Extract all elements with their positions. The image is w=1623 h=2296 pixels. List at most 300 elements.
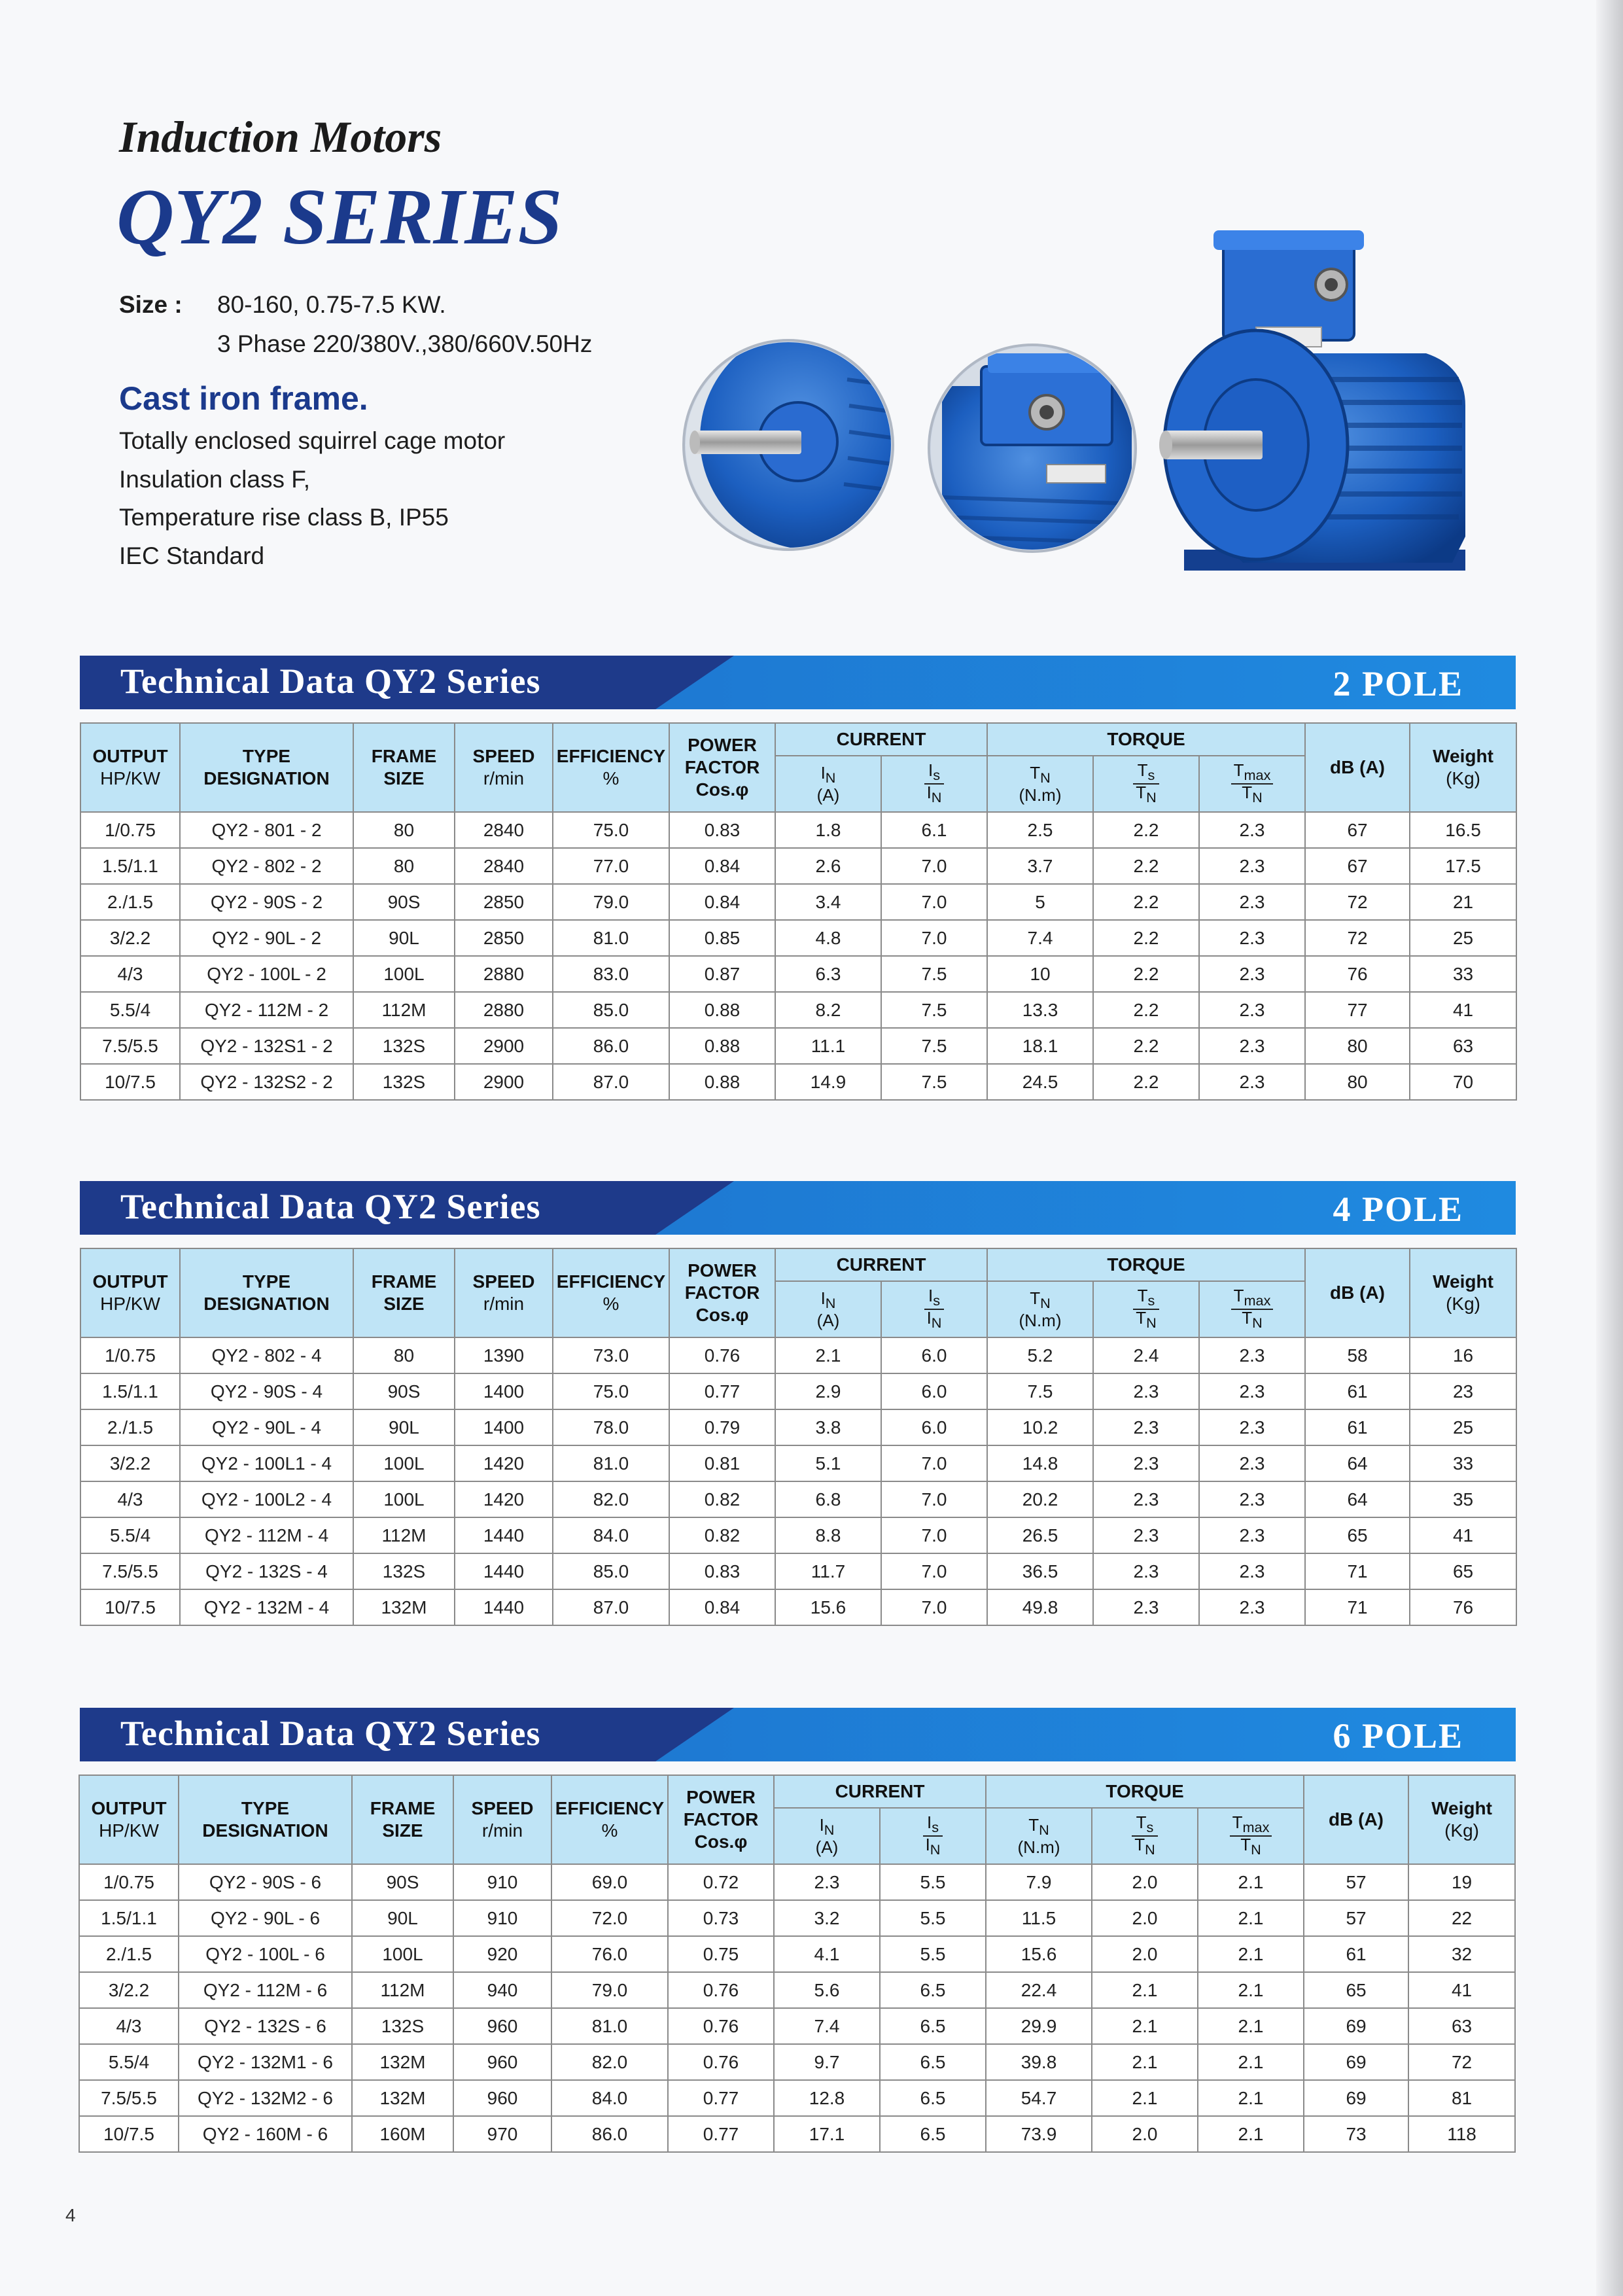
col-tn: $T_N$ (N.m) xyxy=(986,1808,1092,1864)
table-row xyxy=(80,1064,1516,1100)
table-cell: 77.0 xyxy=(553,848,669,884)
table-cell: 10/7.5 xyxy=(80,1064,180,1100)
table-cell: 0.73 xyxy=(668,1900,774,1936)
table-cell: 960 xyxy=(453,2080,551,2116)
table-cell: 2.3 xyxy=(1199,1064,1305,1100)
table-cell: 132S xyxy=(353,1064,455,1100)
table-cell: 4/3 xyxy=(80,1481,180,1517)
table-cell: 5.1 xyxy=(775,1445,881,1481)
table-cell: 132S xyxy=(353,1028,455,1064)
motor-photos xyxy=(680,222,1524,576)
table-cell: 2.1 xyxy=(1198,2044,1304,2080)
table-cell: 80 xyxy=(353,1337,455,1373)
table-cell: 0.88 xyxy=(669,992,775,1028)
table-row xyxy=(80,1517,1516,1553)
col-efficiency: EFFICIENCY % xyxy=(553,723,669,812)
table-cell: 2880 xyxy=(455,992,553,1028)
table-cell: 2./1.5 xyxy=(79,1936,179,1972)
tech-banner-2-pole xyxy=(80,656,1516,709)
pole-label: 4 POLE xyxy=(1333,1190,1463,1229)
col-speed: SPEED r/min xyxy=(455,1248,553,1337)
table-cell: 10/7.5 xyxy=(80,1589,180,1625)
table-cell: 72 xyxy=(1305,920,1410,956)
table-cell: 2.3 xyxy=(1199,848,1305,884)
table-cell: 1/0.75 xyxy=(79,1864,179,1900)
table-cell: 1/0.75 xyxy=(80,812,180,848)
table-cell: 76 xyxy=(1305,956,1410,992)
table-cell: 0.88 xyxy=(669,1064,775,1100)
table-cell: 2.0 xyxy=(1092,1936,1198,1972)
table-cell: 3/2.2 xyxy=(79,1972,179,2008)
table-cell: 17.5 xyxy=(1410,848,1516,884)
table-cell: 2.1 xyxy=(1198,1900,1304,1936)
table-cell: 11.1 xyxy=(775,1028,881,1064)
table-cell: 0.76 xyxy=(668,1972,774,2008)
col-efficiency: EFFICIENCY % xyxy=(553,1248,669,1337)
table-cell: 7.5/5.5 xyxy=(80,1553,180,1589)
table-cell: 0.76 xyxy=(668,2044,774,2080)
table-cell: 39.8 xyxy=(986,2044,1092,2080)
table-cell: 2.3 xyxy=(1093,1553,1199,1589)
table-cell: 16.5 xyxy=(1410,812,1516,848)
table-cell: 75.0 xyxy=(553,1373,669,1409)
table-cell: 940 xyxy=(453,1972,551,2008)
table-cell: 0.83 xyxy=(669,812,775,848)
table-cell: 71 xyxy=(1305,1553,1410,1589)
table-cell: 57 xyxy=(1304,1864,1408,1900)
table-cell: 8.2 xyxy=(775,992,881,1028)
table-cell: 0.79 xyxy=(669,1409,775,1445)
table-cell: 1420 xyxy=(455,1445,553,1481)
cast-iron-heading: Cast iron frame. xyxy=(119,380,368,417)
table-cell: 920 xyxy=(453,1936,551,1972)
table-cell: 2.3 xyxy=(1199,1517,1305,1553)
table-cell: 85.0 xyxy=(553,992,669,1028)
table-cell: 22 xyxy=(1408,1900,1515,1936)
table-cell: 6.5 xyxy=(880,2080,986,2116)
table-cell: 72.0 xyxy=(551,1900,668,1936)
table-cell: 0.77 xyxy=(668,2080,774,2116)
table-cell: 81.0 xyxy=(553,1445,669,1481)
table-cell: 100L xyxy=(353,1481,455,1517)
page-edge-shadow xyxy=(1596,0,1623,2296)
col-weight: Weight (Kg) xyxy=(1408,1775,1515,1864)
col-in: $I_N$ (A) xyxy=(775,1281,881,1337)
table-row xyxy=(80,1337,1516,1373)
table-cell: 90S xyxy=(352,1864,453,1900)
table-cell: 970 xyxy=(453,2116,551,2152)
col-current: CURRENT xyxy=(774,1775,986,1808)
page-number: 4 xyxy=(65,2205,76,2225)
table-cell: 86.0 xyxy=(551,2116,668,2152)
table-cell: 36.5 xyxy=(987,1553,1093,1589)
table-cell: QY2 - 100L - 2 xyxy=(180,956,353,992)
table-cell: 2.3 xyxy=(1199,1481,1305,1517)
col-type: TYPE DESIGNATION xyxy=(180,723,353,812)
table-row xyxy=(80,1445,1516,1481)
table-cell: 2.2 xyxy=(1093,884,1199,920)
table-cell: 10/7.5 xyxy=(79,2116,179,2152)
table-cell: 3.8 xyxy=(775,1409,881,1445)
table-row xyxy=(79,2008,1515,2044)
spec-table-2-pole xyxy=(80,722,1517,1101)
table-cell: 3.2 xyxy=(774,1900,880,1936)
table-cell: 3.4 xyxy=(775,884,881,920)
table-cell: 2.5 xyxy=(987,812,1093,848)
col-ts-tn: $\frac{T_s}{T_N}$ xyxy=(1092,1808,1198,1864)
table-cell: 2.1 xyxy=(775,1337,881,1373)
table-cell: 67 xyxy=(1305,812,1410,848)
col-frame: FRAME SIZE xyxy=(353,1248,455,1337)
col-speed: SPEED r/min xyxy=(455,723,553,812)
table-cell: 6.0 xyxy=(881,1337,987,1373)
col-tmax-tn: $\frac{T_{max}}{T_N}$ xyxy=(1199,1281,1305,1337)
table-cell: 2.3 xyxy=(1199,956,1305,992)
table-cell: 7.5 xyxy=(881,1028,987,1064)
table-cell: 2.1 xyxy=(1092,2008,1198,2044)
table-cell: 7.0 xyxy=(881,1517,987,1553)
table-cell: QY2 - 90L - 6 xyxy=(179,1900,352,1936)
table-cell: 61 xyxy=(1305,1373,1410,1409)
col-tn: $T_N$ (N.m) xyxy=(987,756,1093,812)
table-cell: 910 xyxy=(453,1900,551,1936)
table-cell: 2.0 xyxy=(1092,2116,1198,2152)
table-cell: 14.9 xyxy=(775,1064,881,1100)
table-cell: QY2 - 100L2 - 4 xyxy=(180,1481,353,1517)
table-cell: 132S xyxy=(353,1553,455,1589)
table-cell: 7.5 xyxy=(881,1064,987,1100)
table-cell: 960 xyxy=(453,2044,551,2080)
table-cell: 4/3 xyxy=(79,2008,179,2044)
col-tmax-tn: $\frac{T_{max}}{T_N}$ xyxy=(1198,1808,1304,1864)
table-cell: 3/2.2 xyxy=(80,920,180,956)
table-cell: 2.2 xyxy=(1093,1064,1199,1100)
banner-title: Technical Data QY2 Series xyxy=(120,1187,541,1226)
table-cell: 86.0 xyxy=(553,1028,669,1064)
table-cell: QY2 - 132M - 4 xyxy=(180,1589,353,1625)
feature-item: Insulation class F, xyxy=(119,465,311,493)
table-cell: 2.3 xyxy=(1093,1409,1199,1445)
table-cell: 79.0 xyxy=(551,1972,668,2008)
table-cell: 2.3 xyxy=(1199,992,1305,1028)
table-cell: 6.8 xyxy=(775,1481,881,1517)
table-cell: 2850 xyxy=(455,884,553,920)
table-cell: 83.0 xyxy=(553,956,669,992)
col-tn: $T_N$ (N.m) xyxy=(987,1281,1093,1337)
table-cell: 90S xyxy=(353,884,455,920)
table-cell: 23 xyxy=(1410,1373,1516,1409)
table-cell: 81.0 xyxy=(551,2008,668,2044)
col-output: OUTPUT HP/KW xyxy=(80,1248,180,1337)
table-row xyxy=(80,1589,1516,1625)
table-cell: 7.5/5.5 xyxy=(79,2080,179,2116)
table-cell: 2.0 xyxy=(1092,1900,1198,1936)
table-cell: 2.2 xyxy=(1093,1028,1199,1064)
table-cell: 2.1 xyxy=(1198,1936,1304,1972)
table-cell: 7.0 xyxy=(881,884,987,920)
table-cell: 7.5 xyxy=(987,1373,1093,1409)
table-cell: 2.3 xyxy=(1199,884,1305,920)
pole-label: 6 POLE xyxy=(1333,1716,1463,1756)
table-cell: 87.0 xyxy=(553,1064,669,1100)
col-is-in: $\frac{I_s}{I_N}$ xyxy=(881,1281,987,1337)
table-cell: QY2 - 132S - 4 xyxy=(180,1553,353,1589)
table-cell: QY2 - 132M1 - 6 xyxy=(179,2044,352,2080)
table-row xyxy=(80,848,1516,884)
table-cell: 70 xyxy=(1410,1064,1516,1100)
table-cell: 2.3 xyxy=(1199,1553,1305,1589)
table-body xyxy=(80,812,1516,1100)
table-cell: 73.9 xyxy=(986,2116,1092,2152)
table-cell: 0.83 xyxy=(669,1553,775,1589)
size-value: 80-160, 0.75-7.5 KW. xyxy=(217,291,446,318)
table-cell: 7.4 xyxy=(987,920,1093,956)
table-cell: 7.5 xyxy=(881,992,987,1028)
table-cell: 79.0 xyxy=(553,884,669,920)
col-db: dB (A) xyxy=(1305,723,1410,812)
page-title: QY2 SERIES xyxy=(116,173,563,261)
table-cell: 8.8 xyxy=(775,1517,881,1553)
table-cell: 6.1 xyxy=(881,812,987,848)
table-cell: 1.5/1.1 xyxy=(80,848,180,884)
table-cell: 69 xyxy=(1304,2008,1408,2044)
table-cell: 3.7 xyxy=(987,848,1093,884)
table-cell: 41 xyxy=(1410,1517,1516,1553)
table-cell: 20.2 xyxy=(987,1481,1093,1517)
table-cell: 5.5/4 xyxy=(79,2044,179,2080)
table-cell: 25 xyxy=(1410,1409,1516,1445)
table-cell: 80 xyxy=(353,848,455,884)
table-cell: 1.8 xyxy=(775,812,881,848)
table-cell: 6.3 xyxy=(775,956,881,992)
table-cell: 81 xyxy=(1408,2080,1515,2116)
table-cell: 25 xyxy=(1410,920,1516,956)
col-torque: TORQUE xyxy=(987,723,1305,756)
col-weight: Weight (Kg) xyxy=(1410,1248,1516,1337)
table-cell: 2./1.5 xyxy=(80,884,180,920)
table-cell: 82.0 xyxy=(551,2044,668,2080)
table-row xyxy=(79,2116,1515,2152)
table-cell: 35 xyxy=(1410,1481,1516,1517)
col-is-in: $\frac{I_s}{I_N}$ xyxy=(880,1808,986,1864)
table-cell: 0.88 xyxy=(669,1028,775,1064)
table-cell: 63 xyxy=(1410,1028,1516,1064)
col-is-in: $\frac{I_s}{I_N}$ xyxy=(881,756,987,812)
table-row xyxy=(80,920,1516,956)
table-cell: 1440 xyxy=(455,1589,553,1625)
table-cell: 960 xyxy=(453,2008,551,2044)
table-cell: 1400 xyxy=(455,1373,553,1409)
table-cell: 90S xyxy=(353,1373,455,1409)
table-cell: 1.5/1.1 xyxy=(79,1900,179,1936)
table-cell: 6.5 xyxy=(880,1972,986,2008)
table-cell: 2.3 xyxy=(774,1864,880,1900)
table-cell: 5.5/4 xyxy=(80,1517,180,1553)
col-type: TYPE DESIGNATION xyxy=(179,1775,352,1864)
table-cell: QY2 - 100L1 - 4 xyxy=(180,1445,353,1481)
table-cell: QY2 - 90S - 6 xyxy=(179,1864,352,1900)
table-cell: 6.0 xyxy=(881,1373,987,1409)
table-cell: 80 xyxy=(353,812,455,848)
table-cell: 10 xyxy=(987,956,1093,992)
table-cell: 2900 xyxy=(455,1028,553,1064)
table-cell: 7.0 xyxy=(881,1589,987,1625)
table-row xyxy=(79,1900,1515,1936)
table-cell: 73 xyxy=(1304,2116,1408,2152)
table-cell: 15.6 xyxy=(775,1589,881,1625)
table-cell: 61 xyxy=(1305,1409,1410,1445)
table-cell: 84.0 xyxy=(551,2080,668,2116)
table-row xyxy=(79,1972,1515,2008)
table-cell: 7.4 xyxy=(774,2008,880,2044)
table-cell: 112M xyxy=(353,992,455,1028)
table-cell: 2.9 xyxy=(775,1373,881,1409)
table-cell: 1.5/1.1 xyxy=(80,1373,180,1409)
table-row xyxy=(79,1936,1515,1972)
table-cell: 7.0 xyxy=(881,920,987,956)
table-cell: 2.2 xyxy=(1093,812,1199,848)
table-cell: 72 xyxy=(1305,884,1410,920)
table-row xyxy=(80,884,1516,920)
table-cell: 2.3 xyxy=(1199,1028,1305,1064)
table-cell: 0.84 xyxy=(669,884,775,920)
table-cell: QY2 - 132M2 - 6 xyxy=(179,2080,352,2116)
table-cell: 4/3 xyxy=(80,956,180,992)
table-cell: 21 xyxy=(1410,884,1516,920)
table-cell: 2.1 xyxy=(1092,2080,1198,2116)
table-row xyxy=(80,1481,1516,1517)
table-cell: 90L xyxy=(352,1900,453,1936)
table-cell: 80 xyxy=(1305,1028,1410,1064)
tech-banner-4-pole xyxy=(80,1181,1516,1235)
table-row xyxy=(80,1373,1516,1409)
table-cell: 2880 xyxy=(455,956,553,992)
col-current: CURRENT xyxy=(775,723,987,756)
table-cell: 69.0 xyxy=(551,1864,668,1900)
table-cell: 2.3 xyxy=(1093,1589,1199,1625)
table-cell: 15.6 xyxy=(986,1936,1092,1972)
table-cell: QY2 - 100L - 6 xyxy=(179,1936,352,1972)
table-cell: 2900 xyxy=(455,1064,553,1100)
table-cell: QY2 - 112M - 2 xyxy=(180,992,353,1028)
table-cell: 87.0 xyxy=(553,1589,669,1625)
table-cell: 0.76 xyxy=(669,1337,775,1373)
table-cell: 65 xyxy=(1304,1972,1408,2008)
table-cell: 18.1 xyxy=(987,1028,1093,1064)
table-cell: QY2 - 112M - 6 xyxy=(179,1972,352,2008)
table-cell: 76 xyxy=(1410,1589,1516,1625)
table-cell: 75.0 xyxy=(553,812,669,848)
table-cell: 2.3 xyxy=(1093,1481,1199,1517)
table-cell: 7.5 xyxy=(881,956,987,992)
col-frame: FRAME SIZE xyxy=(353,723,455,812)
table-cell: 73.0 xyxy=(553,1337,669,1373)
table-cell: 1390 xyxy=(455,1337,553,1373)
col-efficiency: EFFICIENCY % xyxy=(551,1775,668,1864)
table-cell: 64 xyxy=(1305,1481,1410,1517)
col-power-factor: POWER FACTOR Cos.φ xyxy=(668,1775,774,1864)
col-torque: TORQUE xyxy=(986,1775,1304,1808)
table-body xyxy=(80,1337,1516,1625)
table-cell: 7.0 xyxy=(881,1553,987,1589)
table-cell: 2.3 xyxy=(1199,1373,1305,1409)
table-cell: 2.1 xyxy=(1092,2044,1198,2080)
table-cell: 5.6 xyxy=(774,1972,880,2008)
table-cell: 7.0 xyxy=(881,1445,987,1481)
table-cell: 7.0 xyxy=(881,848,987,884)
table-cell: 0.81 xyxy=(669,1445,775,1481)
table-cell: 0.84 xyxy=(669,1589,775,1625)
table-cell: 69 xyxy=(1304,2044,1408,2080)
table-cell: 57 xyxy=(1304,1900,1408,1936)
table-cell: 7.0 xyxy=(881,1481,987,1517)
table-row xyxy=(79,2044,1515,2080)
spec-table-4-pole xyxy=(80,1248,1517,1626)
table-cell: 0.84 xyxy=(669,848,775,884)
table-cell: QY2 - 160M - 6 xyxy=(179,2116,352,2152)
table-cell: 0.76 xyxy=(668,2008,774,2044)
table-cell: 132M xyxy=(352,2044,453,2080)
table-cell: 118 xyxy=(1408,2116,1515,2152)
table-cell: 2.3 xyxy=(1199,812,1305,848)
table-cell: 2840 xyxy=(455,812,553,848)
col-output: OUTPUT HP/KW xyxy=(79,1775,179,1864)
table-row xyxy=(79,2080,1515,2116)
table-cell: 2850 xyxy=(455,920,553,956)
table-cell: 0.72 xyxy=(668,1864,774,1900)
table-cell: 6.5 xyxy=(880,2008,986,2044)
table-cell: 2.2 xyxy=(1093,956,1199,992)
table-cell: 2.1 xyxy=(1198,1864,1304,1900)
table-cell: 0.87 xyxy=(669,956,775,992)
table-cell: 33 xyxy=(1410,1445,1516,1481)
table-cell: QY2 - 802 - 4 xyxy=(180,1337,353,1373)
col-db: dB (A) xyxy=(1305,1248,1410,1337)
feature-list xyxy=(119,422,505,575)
feature-item: IEC Standard xyxy=(119,542,265,569)
table-cell: 5.2 xyxy=(987,1337,1093,1373)
table-cell: 2.3 xyxy=(1199,920,1305,956)
table-cell: 64 xyxy=(1305,1445,1410,1481)
table-cell: 11.5 xyxy=(986,1900,1092,1936)
table-cell: QY2 - 132S2 - 2 xyxy=(180,1064,353,1100)
table-cell: 7.9 xyxy=(986,1864,1092,1900)
table-cell: 2.3 xyxy=(1093,1373,1199,1409)
table-cell: 5.5 xyxy=(880,1936,986,1972)
table-cell: 63 xyxy=(1408,2008,1515,2044)
table-cell: QY2 - 90L - 2 xyxy=(180,920,353,956)
table-cell: 5 xyxy=(987,884,1093,920)
col-db: dB (A) xyxy=(1304,1775,1408,1864)
table-cell: 24.5 xyxy=(987,1064,1093,1100)
table-cell: 0.85 xyxy=(669,920,775,956)
table-cell: 41 xyxy=(1410,992,1516,1028)
table-cell: 67 xyxy=(1305,848,1410,884)
table-cell: 49.8 xyxy=(987,1589,1093,1625)
table-cell: 132M xyxy=(352,2080,453,2116)
table-cell: 1440 xyxy=(455,1553,553,1589)
table-cell: 2840 xyxy=(455,848,553,884)
table-cell: 77 xyxy=(1305,992,1410,1028)
col-ts-tn: $\frac{T_s}{T_N}$ xyxy=(1093,756,1199,812)
table-row xyxy=(80,992,1516,1028)
table-cell: 78.0 xyxy=(553,1409,669,1445)
table-cell: 41 xyxy=(1408,1972,1515,2008)
table-row xyxy=(79,1864,1515,1900)
table-cell: 12.8 xyxy=(774,2080,880,2116)
table-cell: 58 xyxy=(1305,1337,1410,1373)
table-cell: QY2 - 801 - 2 xyxy=(180,812,353,848)
